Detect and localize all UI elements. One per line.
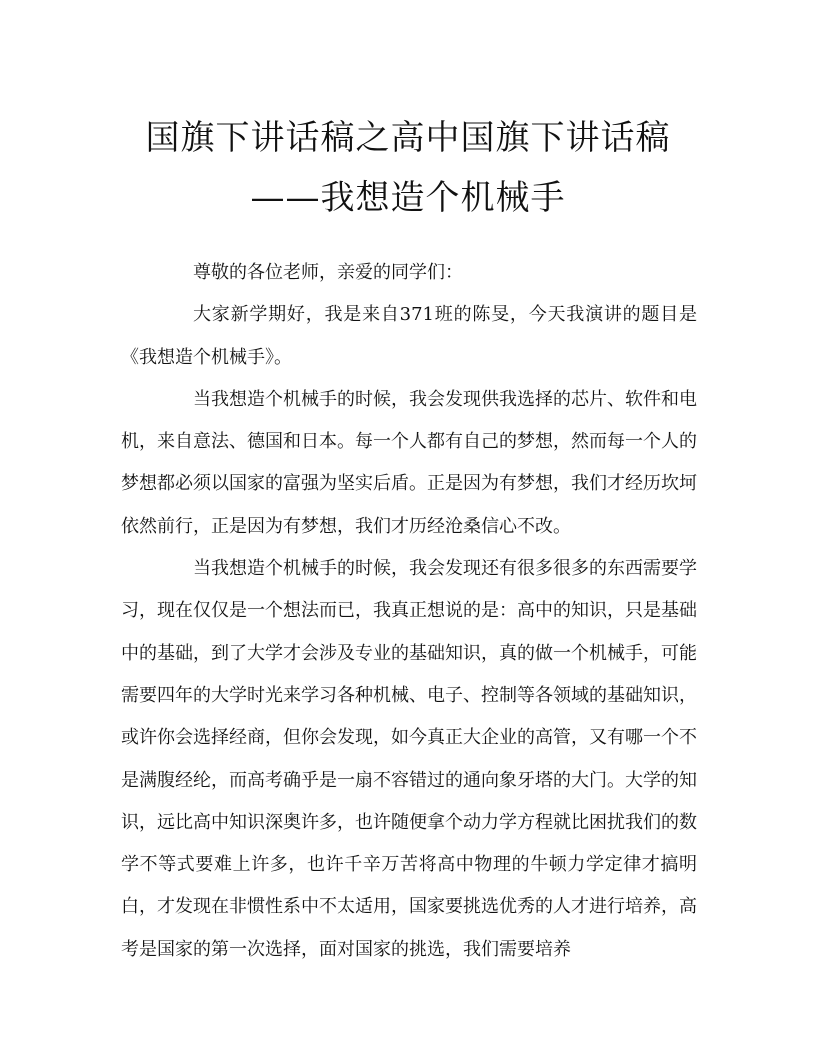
document-body <box>121 252 697 971</box>
intro-paragraph: 大家新学期好，我是来自371班的陈旻，今天我演讲的题目是《我想造个机械手》。 <box>121 304 697 368</box>
salutation-paragraph: 尊敬的各位老师，亲爱的同学们： <box>193 262 463 283</box>
title-line-1: 国旗下讲话稿之高中国旗下讲话稿 <box>145 118 671 158</box>
body-paragraph: 当我想造个机械手的时候，我会发现供我选择的芯片、软件和电机，来自意法、德国和日本。每一个人都有自己的梦想，然而每一个人的梦想都必须以国家的富强为坚实后盾。正是因为有梦想，我们才经历坎坷依然前行，正是因为有梦想，我们才历经沧桑信心不改。 <box>121 388 697 537</box>
title-line-2: ——我想造个机械手 <box>250 178 566 218</box>
body-paragraph: 当我想造个机械手的时候，我会发现还有很多很多的东西需要学习，现在仅仅是一个想法而已，我真正想说的是：高中的知识，只是基础中的基础，到了大学才会涉及专业的基础知识，真的做一个机械手，可能需要四年的大学时光来学习各种机械、电子、控制等各领域的基础知识，或许你会选择经商，但你会发现，如今真正大企业的高管，又有哪一个不是满腹经纶，而高考确乎是一扇不容错过的通向象牙塔的大门。大学的知识，远比高中知识深奥许多，也许随便拿个动力学方程就比困扰我们的数学不等式要难上许多，也许千辛万苦将高中物理的牛顿力学定律才搞明白，才发现在非惯性系中不太适用，国家要挑选优秀的人才进行培养，高考是国家的第一次选择，面对国家的挑选，我们需要培养 <box>121 558 697 960</box>
document-title <box>0 108 816 228</box>
